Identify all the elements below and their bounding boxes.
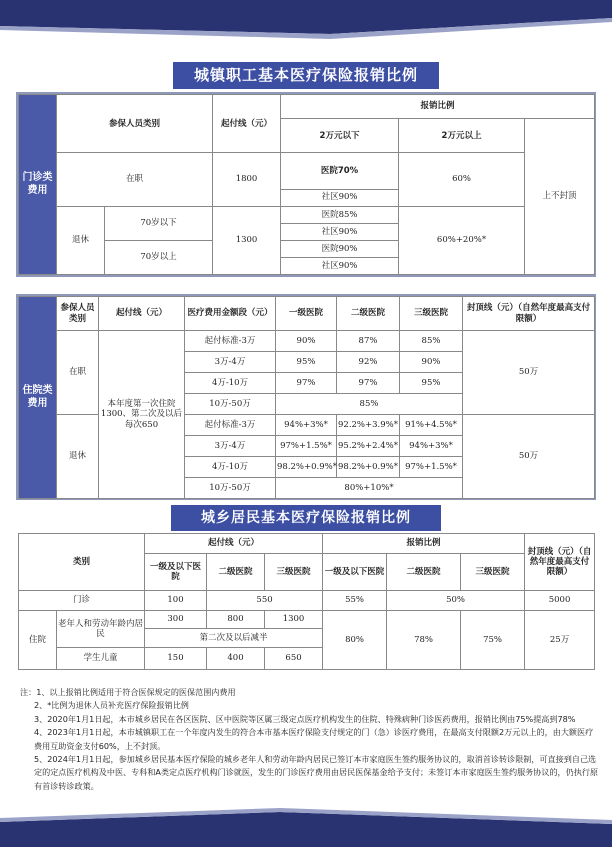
header-ratio: 报销比例 <box>281 95 595 119</box>
table-row <box>19 331 595 352</box>
header-over-20k: 2万元以上 <box>399 119 525 153</box>
header-deductible: 起付线（元） <box>145 534 323 554</box>
header-category: 类别 <box>19 534 145 591</box>
level3-ratio: 95% <box>400 373 463 394</box>
footer-banner <box>0 808 612 847</box>
level3-ratio: 85% <box>400 331 463 352</box>
level2-ratio: 87% <box>337 331 400 352</box>
student-deductible-level2: 400 <box>207 648 265 670</box>
segment: 3万-4万 <box>185 352 276 373</box>
header-category: 参保人员类别 <box>57 95 213 153</box>
retired-over70-community: 社区90% <box>281 257 399 274</box>
inpatient-header-row <box>19 297 595 331</box>
employed-label: 在职 <box>57 153 213 206</box>
outpatient-deductible-level23: 550 <box>207 591 323 611</box>
header-deductible-level1: 一级及以下医院 <box>145 553 207 590</box>
inpatient-deductible: 本年度第一次住院1300、第二次及以后每次650 <box>99 331 185 499</box>
under-70-label: 70岁以下 <box>105 206 213 240</box>
student-label: 学生儿童 <box>57 648 145 670</box>
header-deductible: 起付线（元） <box>213 95 281 153</box>
header-ratio-level1: 一级及以下医院 <box>323 553 387 590</box>
outpatient-deductible-level1: 100 <box>145 591 207 611</box>
inpatient-ratio-level3: 75% <box>461 610 525 669</box>
note-2: 2、*比例为退休人员补充医疗保险报销比例 <box>34 700 189 711</box>
elderly-label: 老年人和劳动年龄内居民 <box>57 610 145 647</box>
employed-deductible: 1800 <box>213 153 281 206</box>
employed-over: 60% <box>399 153 525 206</box>
header-banner <box>0 0 612 40</box>
retired-over70-hospital: 医院90% <box>281 240 399 257</box>
note-1: 注：1、以上报销比例适用于符合医保规定的医保范围内费用 <box>20 687 236 697</box>
header-ratio-level2: 二级医院 <box>387 553 461 590</box>
level2-ratio: 92.2%+3.9%* <box>337 415 400 436</box>
outpatient-label: 门诊 <box>19 591 145 611</box>
outpatient-cap: 5000 <box>525 591 595 611</box>
title-resident-insurance: 城乡居民基本医疗保险报销比例 <box>171 505 441 531</box>
header-deductible: 起付线（元） <box>99 297 185 331</box>
outpatient-ratio-level1: 55% <box>323 591 387 611</box>
level1-ratio: 90% <box>276 331 337 352</box>
segment: 起付标准-3万 <box>185 331 276 352</box>
note-4: 4、2023年1月1日起，本市城镇职工在一个年度内发生的符合本市基本医疗保险支付规定的门（急）诊医疗费用，在最高支付限额2万元以上的，由大额医疗费用互助资金支付60%，上不封顶。 <box>34 727 594 751</box>
student-deductible-level3: 650 <box>265 648 323 670</box>
level2-ratio: 92% <box>337 352 400 373</box>
over-70-label: 70岁以上 <box>105 240 213 274</box>
level1-ratio: 94%+3%* <box>276 415 337 436</box>
level3-ratio: 94%+3%* <box>400 436 463 457</box>
header-level3: 三级医院 <box>400 297 463 331</box>
level1-ratio: 97% <box>276 373 337 394</box>
side-label-inpatient: 住院类费用 <box>19 297 57 499</box>
retired-label: 退休 <box>57 415 99 499</box>
segment: 4万-10万 <box>185 457 276 478</box>
outpatient-ratio-level23: 50% <box>387 591 525 611</box>
segment: 3万-4万 <box>185 436 276 457</box>
level2-ratio: 95.2%+2.4%* <box>337 436 400 457</box>
retired-under70-community: 社区90% <box>281 223 399 240</box>
header-level1: 一级医院 <box>276 297 337 331</box>
segment: 10万-50万 <box>185 394 276 415</box>
level1-ratio: 97%+1.5%* <box>276 436 337 457</box>
elderly-deductible-level1: 300 <box>145 610 207 629</box>
retired-over: 60%+20%* <box>399 206 525 274</box>
inpatient-ratio-level1: 80% <box>323 610 387 669</box>
retired-deductible: 1300 <box>213 206 281 274</box>
note-5: 5、2024年1月1日起，参加城乡居民基本医疗保险的城乡老年人和劳动年龄内居民已签订本市家庭医生签约服务协议的，取消首诊转诊限制，可直接到自己选定的定点医疗机构及中医、专科和A类定点医疗机构门诊就医，发生的门诊医疗费用由居民医保基金给予支付；未签订本市家庭医生签约服务协议的，仍执行原有首诊转诊政策。 <box>34 754 599 791</box>
notes <box>20 686 600 793</box>
resident-table <box>18 533 595 670</box>
level2-ratio: 97% <box>337 373 400 394</box>
header-under-20k: 2万元以下 <box>281 119 399 153</box>
note-3: 3、2020年1月1日起，本市城乡居民在各区医院、区中医院等区属三级定点医疗机构发生的住院、特殊病种门诊医药费用，报销比例由75%提高到78% <box>34 713 576 724</box>
cap-unlimited: 上不封顶 <box>525 119 595 275</box>
elderly-deductible-level3: 1300 <box>265 610 323 629</box>
level3-ratio: 97%+1.5%* <box>400 457 463 478</box>
header-ratio: 报销比例 <box>323 534 525 554</box>
outpatient-table <box>18 94 595 275</box>
side-label-outpatient: 门诊类费用 <box>19 95 57 275</box>
employed-hospital: 医院70% <box>281 153 399 189</box>
header-cap: 封顶线（元）（自然年度最高支付限额） <box>463 297 595 331</box>
merged-ratio: 80%+10%* <box>276 478 463 499</box>
level3-ratio: 90% <box>400 352 463 373</box>
cap-retired: 50万 <box>463 415 595 499</box>
level2-ratio: 98.2%+0.9%* <box>337 457 400 478</box>
header-ratio-level3: 三级医院 <box>461 553 525 590</box>
merged-ratio: 85% <box>276 394 463 415</box>
student-deductible-level1: 150 <box>145 648 207 670</box>
segment: 4万-10万 <box>185 373 276 394</box>
header-category: 参保人员类别 <box>57 297 99 331</box>
inpatient-cap: 25万 <box>525 610 595 669</box>
second-half-note: 第二次及以后减半 <box>145 629 323 648</box>
header-segment: 医疗费用金额段（元） <box>185 297 276 331</box>
outpatient-row <box>19 591 595 611</box>
inpatient-table <box>18 296 595 499</box>
inpatient-label: 住院 <box>19 610 57 669</box>
segment: 起付标准-3万 <box>185 415 276 436</box>
level1-ratio: 95% <box>276 352 337 373</box>
cap-employed: 50万 <box>463 331 595 415</box>
header-deductible-level2: 二级医院 <box>207 553 265 590</box>
employed-label: 在职 <box>57 331 99 415</box>
title-employee-insurance: 城镇职工基本医疗保险报销比例 <box>173 62 439 89</box>
level3-ratio: 91%+4.5%* <box>400 415 463 436</box>
segment: 10万-50万 <box>185 478 276 499</box>
header-cap: 封顶线（元）（自然年度最高支付限额） <box>525 534 595 591</box>
header-level2: 二级医院 <box>337 297 400 331</box>
level1-ratio: 98.2%+0.9%* <box>276 457 337 478</box>
header-deductible-level3: 三级医院 <box>265 553 323 590</box>
retired-under70-hospital: 医院85% <box>281 206 399 223</box>
retired-label: 退休 <box>57 206 105 274</box>
elderly-deductible-level2: 800 <box>207 610 265 629</box>
inpatient-ratio-level2: 78% <box>387 610 461 669</box>
employed-community: 社区90% <box>281 189 399 206</box>
